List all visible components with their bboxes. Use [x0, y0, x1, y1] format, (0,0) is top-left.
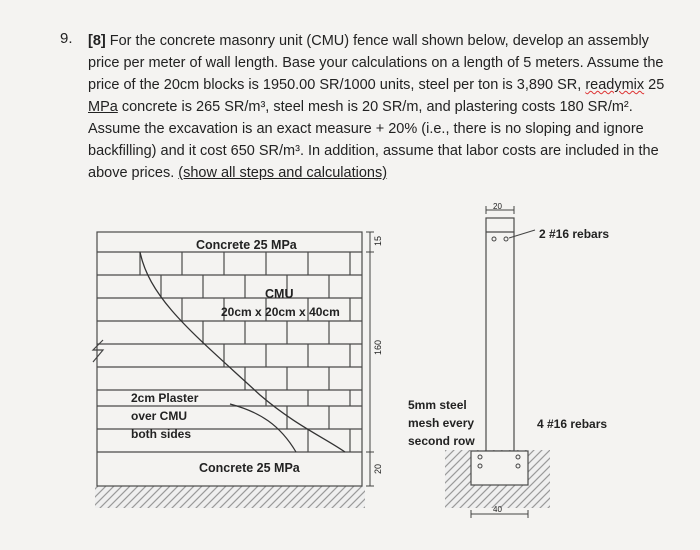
question-text-part: 25: [644, 77, 665, 93]
rebar-top-leader: [509, 230, 535, 238]
label-cmu-title: CMU: [265, 287, 294, 301]
label-plaster-3: both sides: [131, 427, 192, 441]
ground-soil: [95, 486, 365, 508]
question-text-part: MPa: [88, 99, 118, 115]
rebar-top-right: [504, 237, 508, 241]
dim-wall-height: 160: [373, 339, 383, 355]
label-rebar-top: 2 #16 rebars: [539, 227, 610, 241]
label-cmu-size: 20cm x 20cm x 40cm: [221, 305, 340, 319]
question-number: 9.: [60, 30, 73, 47]
label-rebar-bottom: 4 #16 rebars: [537, 417, 608, 431]
label-concrete-top: Concrete 25 MPa: [196, 238, 297, 252]
label-concrete-bottom: Concrete 25 MPa: [199, 461, 300, 475]
dim-wall-width: 20: [493, 202, 502, 211]
rebar-top-left: [492, 237, 496, 241]
question-text-part: For the concrete masonry unit (CMU) fence wall shown below, develop an assembly price per meter of wall length. Base your calculations on a length of 5 meters. Assume the price of the 20cm blocks is 1950.00 SR/1000 units, steel per ton is 3,890 SR,: [88, 33, 664, 93]
label-mesh-2: mesh every: [408, 416, 475, 430]
label-plaster-2: over CMU: [131, 409, 188, 423]
wall-cross-section: [408, 202, 609, 518]
dim-footing: 20: [373, 463, 383, 474]
dim-top-slab: 15: [373, 235, 383, 246]
label-mesh-1: 5mm steel: [408, 398, 467, 412]
label-mesh-3: second row: [408, 434, 475, 448]
wall-elevation: [93, 232, 383, 508]
plaster-curve: [230, 404, 296, 452]
question-text-part: readymix: [585, 77, 645, 93]
label-plaster-1: 2cm Plaster: [131, 391, 199, 405]
break-line: [93, 340, 103, 362]
question-marks: [8]: [88, 33, 106, 49]
dim-footing-width: 40: [493, 505, 502, 514]
question-text-part: concrete is 265 SR/m³, steel mesh is 20 SR/m, and plastering costs 180 SR/m². Assume the excavation is an exact measure + 20% (i.e., there is no sloping and ignore backfilling) and it cost 650 SR/m³. In addition, assume that labor costs are included in the above prices.: [88, 99, 659, 181]
question-instruction: (show all steps and calculations): [178, 165, 388, 181]
